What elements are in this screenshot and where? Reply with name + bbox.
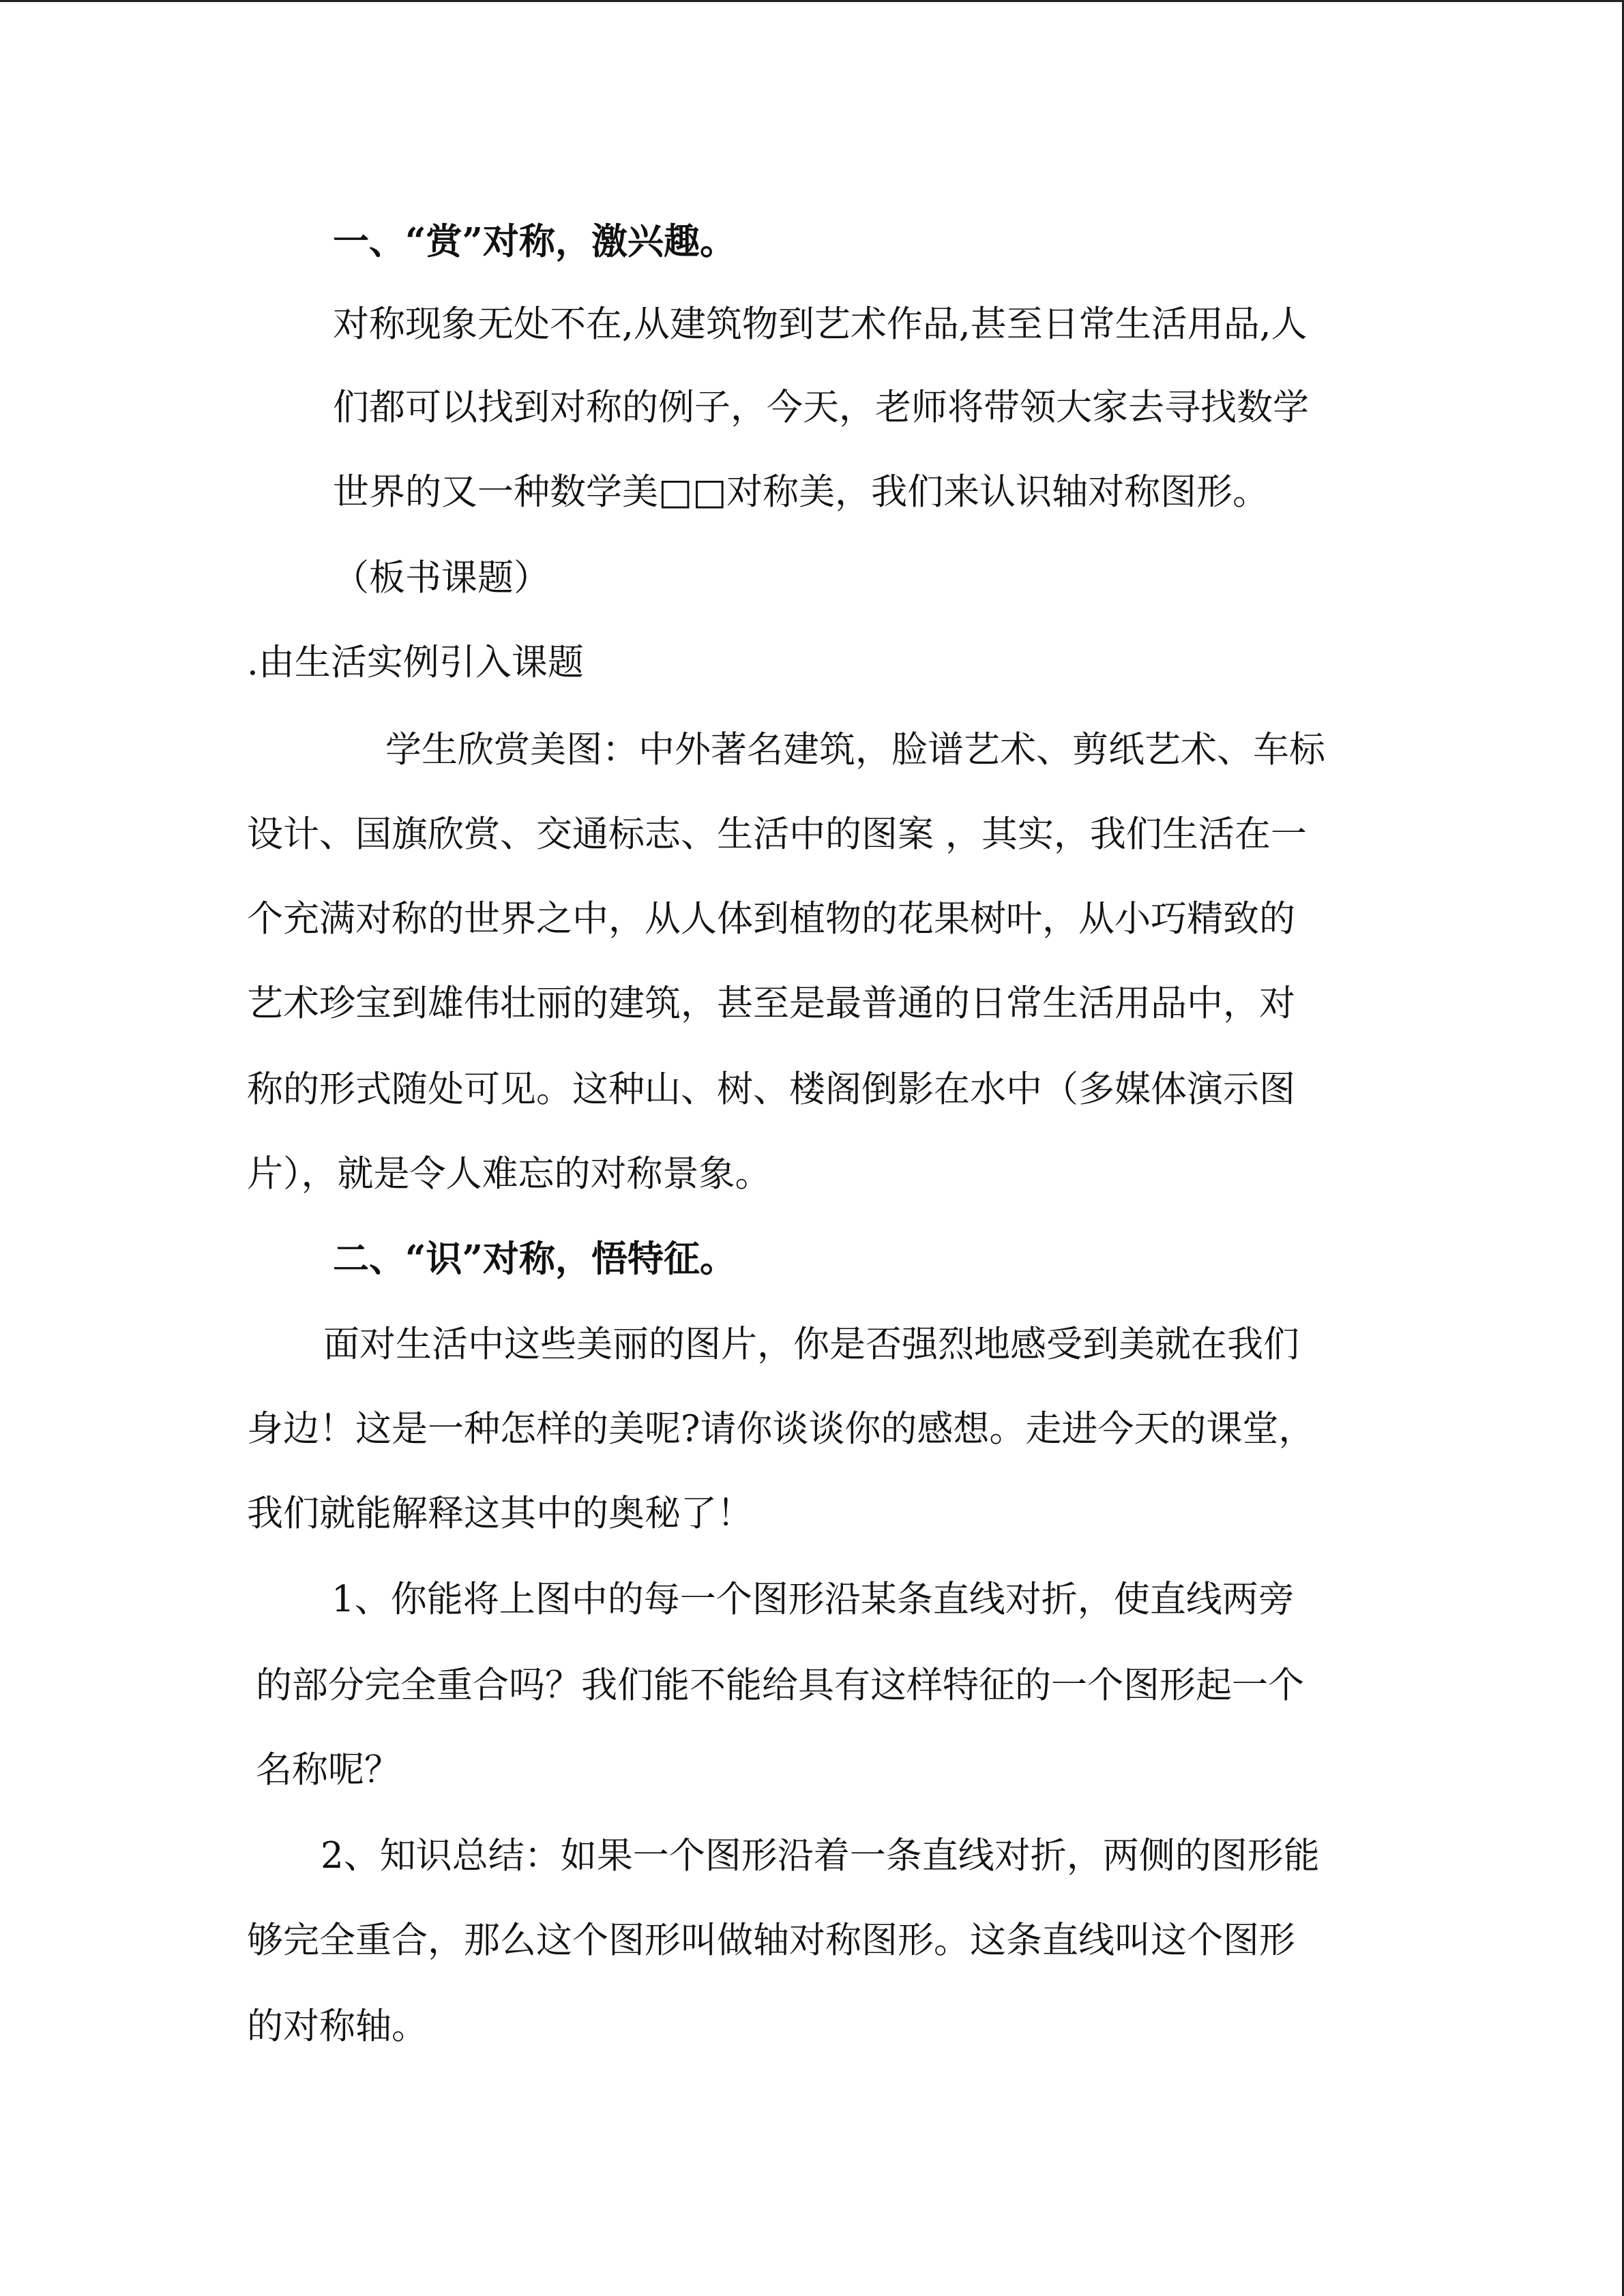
paragraph-line: 学生欣赏美图：中外著名建筑，脸谱艺术、剪纸艺术、车标 bbox=[385, 729, 1325, 771]
paragraph-line: 的对称轴。 bbox=[247, 2006, 428, 2047]
paragraph-line: （板书课题） bbox=[333, 557, 550, 599]
paragraph-line: 个充满对称的世界之中，从人体到植物的花果树叶，从小巧精致的 bbox=[247, 898, 1295, 940]
paragraph-line: 世界的又一种数学美□□对称美，我们来认识轴对称图形。 bbox=[333, 471, 1269, 513]
paragraph-line: 名称呢？ bbox=[256, 1749, 400, 1791]
paragraph-line: 够完全重合，那么这个图形叫做轴对称图形。这条直线叫这个图形 bbox=[247, 1920, 1295, 1961]
paragraph-line: 们都可以找到对称的例子，今天，老师将带领大家去寻找数学 bbox=[333, 387, 1309, 428]
paragraph-line: 片），就是令人难忘的对称景象。 bbox=[247, 1153, 771, 1195]
page-border-top bbox=[0, 0, 1624, 2]
paragraph-line: 设计、国旗欣赏、交通标志、生活中的图案 ，其实，我们生活在一 bbox=[247, 814, 1307, 855]
paragraph-line: 2、知识总结：如果一个图形沿着一条直线对折，两侧的图形能 bbox=[321, 1835, 1320, 1877]
section-heading-1: 一、“赏”对称，激兴趣。 bbox=[333, 220, 736, 263]
paragraph-line: 身边！这是一种怎样的美呢?请你谈谈你的感想。走进今天的课堂， bbox=[247, 1408, 1315, 1450]
paragraph-line: 我们就能解释这其中的奥秘了！ bbox=[247, 1493, 753, 1534]
subheading-line: .由生活实例引入课题 bbox=[247, 642, 584, 683]
paragraph-line: 对称现象无处不在,从建筑物到艺术作品,甚至日常生活用品,人 bbox=[333, 303, 1308, 345]
paragraph-line: 的部分完全重合吗？我们能不能给具有这样特征的一个图形起一个 bbox=[256, 1665, 1304, 1706]
paragraph-line: 1、你能将上图中的每一个图形沿某条直线对折，使直线两旁 bbox=[331, 1579, 1295, 1620]
paragraph-line: 艺术珍宝到雄伟壮丽的建筑，甚至是最普通的日常生活用品中，对 bbox=[247, 983, 1295, 1024]
paragraph-line: 称的形式随处可见。这种山、树、楼阁倒影在水中（多媒体演示图 bbox=[247, 1069, 1295, 1110]
section-heading-2: 二、“识”对称，悟特征。 bbox=[333, 1238, 736, 1280]
paragraph-line: 面对生活中这些美丽的图片，你是否强烈地感受到美就在我们 bbox=[323, 1324, 1299, 1365]
